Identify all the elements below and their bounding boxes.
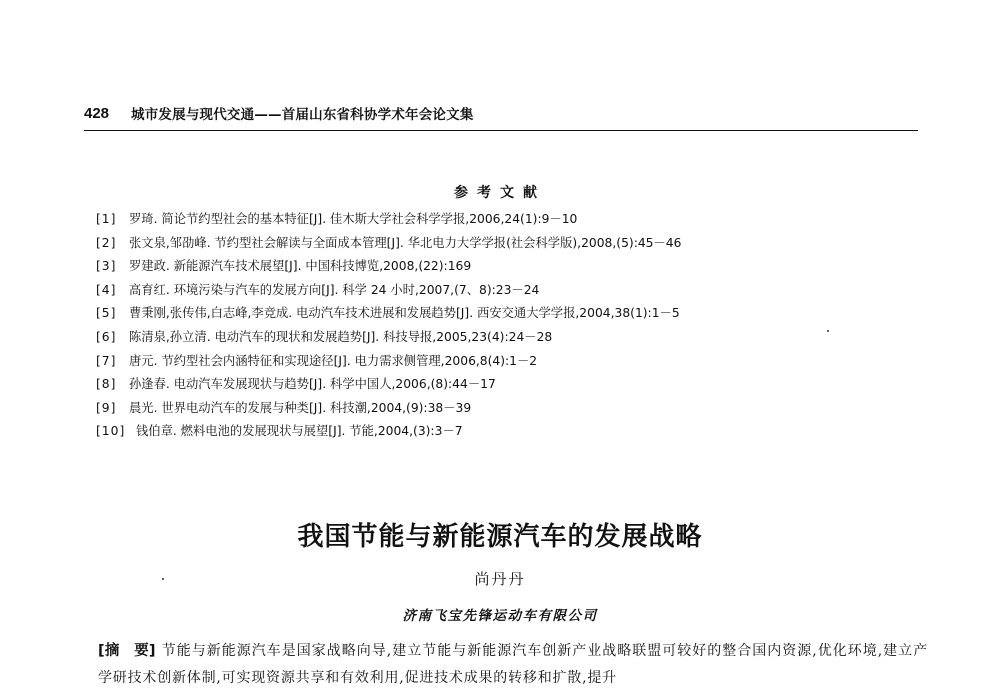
reference-item <box>96 420 936 444</box>
article-author: 尚丹丹 <box>474 570 526 588</box>
article-title: 我国节能与新能源汽车的发展战略 <box>297 522 703 552</box>
article-affiliation: 济南飞宝先锋运动车有限公司 <box>402 608 598 624</box>
scan-speck <box>827 330 829 332</box>
page-number: 428 <box>84 104 110 122</box>
reference-item <box>96 279 936 303</box>
reference-text: 晨光. 世界电动汽车的发展与种类[J]. 科技潮,2004,(9):38－39 <box>129 400 472 415</box>
abstract <box>98 638 928 692</box>
reference-item <box>96 397 936 421</box>
running-header <box>84 100 918 126</box>
reference-number: [6] <box>96 329 117 344</box>
reference-text: 唐元. 节约型社会内涵特征和实现途径[J]. 电力需求侧管理,2006,8(4):1－2 <box>129 353 538 368</box>
references-heading: 参考文献 <box>454 185 546 201</box>
reference-item <box>96 373 936 397</box>
reference-item <box>96 302 936 326</box>
scan-speck <box>162 578 164 580</box>
reference-item <box>96 208 936 232</box>
abstract-text: 节能与新能源汽车是国家战略向导,建立节能与新能源汽车创新产业战略联盟可较好的整合国内资源,优化环境,建立产学研技术创新体制,可实现资源共享和有效利用,促进技术成果的转移和扩散,提升 <box>98 643 928 686</box>
reference-text: 孙逢春. 电动汽车发展现状与趋势[J]. 科学中国人,2006,(8):44－17 <box>129 377 496 392</box>
reference-number: [1] <box>96 212 117 226</box>
running-title: 城市发展与现代交通——首届山东省科协学术年会论文集 <box>131 107 474 123</box>
header-rule <box>84 130 918 131</box>
reference-text: 高育红. 环境污染与汽车的发展方向[J]. 科学 24 小时,2007,(7、8):23－24 <box>129 282 540 297</box>
reference-item <box>96 232 936 256</box>
reference-text: 曹秉刚,张传伟,白志峰,李竞成. 电动汽车技术进展和发展趋势[J]. 西安交通大学学报,2004,38(1):1－5 <box>129 306 680 321</box>
reference-number: [4] <box>96 282 117 297</box>
reference-number: [7] <box>96 353 117 368</box>
reference-text: 张文泉,邹劭峰. 节约型社会解读与全面成本管理[J]. 华北电力大学学报(社会科学版),2008,(5):45－46 <box>129 235 682 250</box>
reference-list <box>96 208 936 444</box>
reference-number: [5] <box>96 306 117 321</box>
reference-item <box>96 255 936 279</box>
reference-item <box>96 326 936 350</box>
reference-number: [2] <box>96 235 117 250</box>
abstract-label: [摘 要] <box>98 643 156 659</box>
reference-text: 罗琦. 简论节约型社会的基本特征[J]. 佳木斯大学社会科学学报,2006,24(1):9－10 <box>129 212 578 226</box>
reference-text: 钱伯章. 燃料电池的发展现状与展望[J]. 节能,2004,(3):3－7 <box>136 424 463 439</box>
reference-number: [9] <box>96 400 117 415</box>
reference-text: 罗建政. 新能源汽车技术展望[J]. 中国科技博览,2008,(22):169 <box>129 259 472 274</box>
reference-number: [8] <box>96 377 117 392</box>
reference-number: [10] <box>96 424 126 439</box>
reference-number: [3] <box>96 259 117 274</box>
reference-item <box>96 350 936 374</box>
reference-text: 陈清泉,孙立清. 电动汽车的现状和发展趋势[J]. 科技导报,2005,23(4):24－28 <box>129 329 553 344</box>
